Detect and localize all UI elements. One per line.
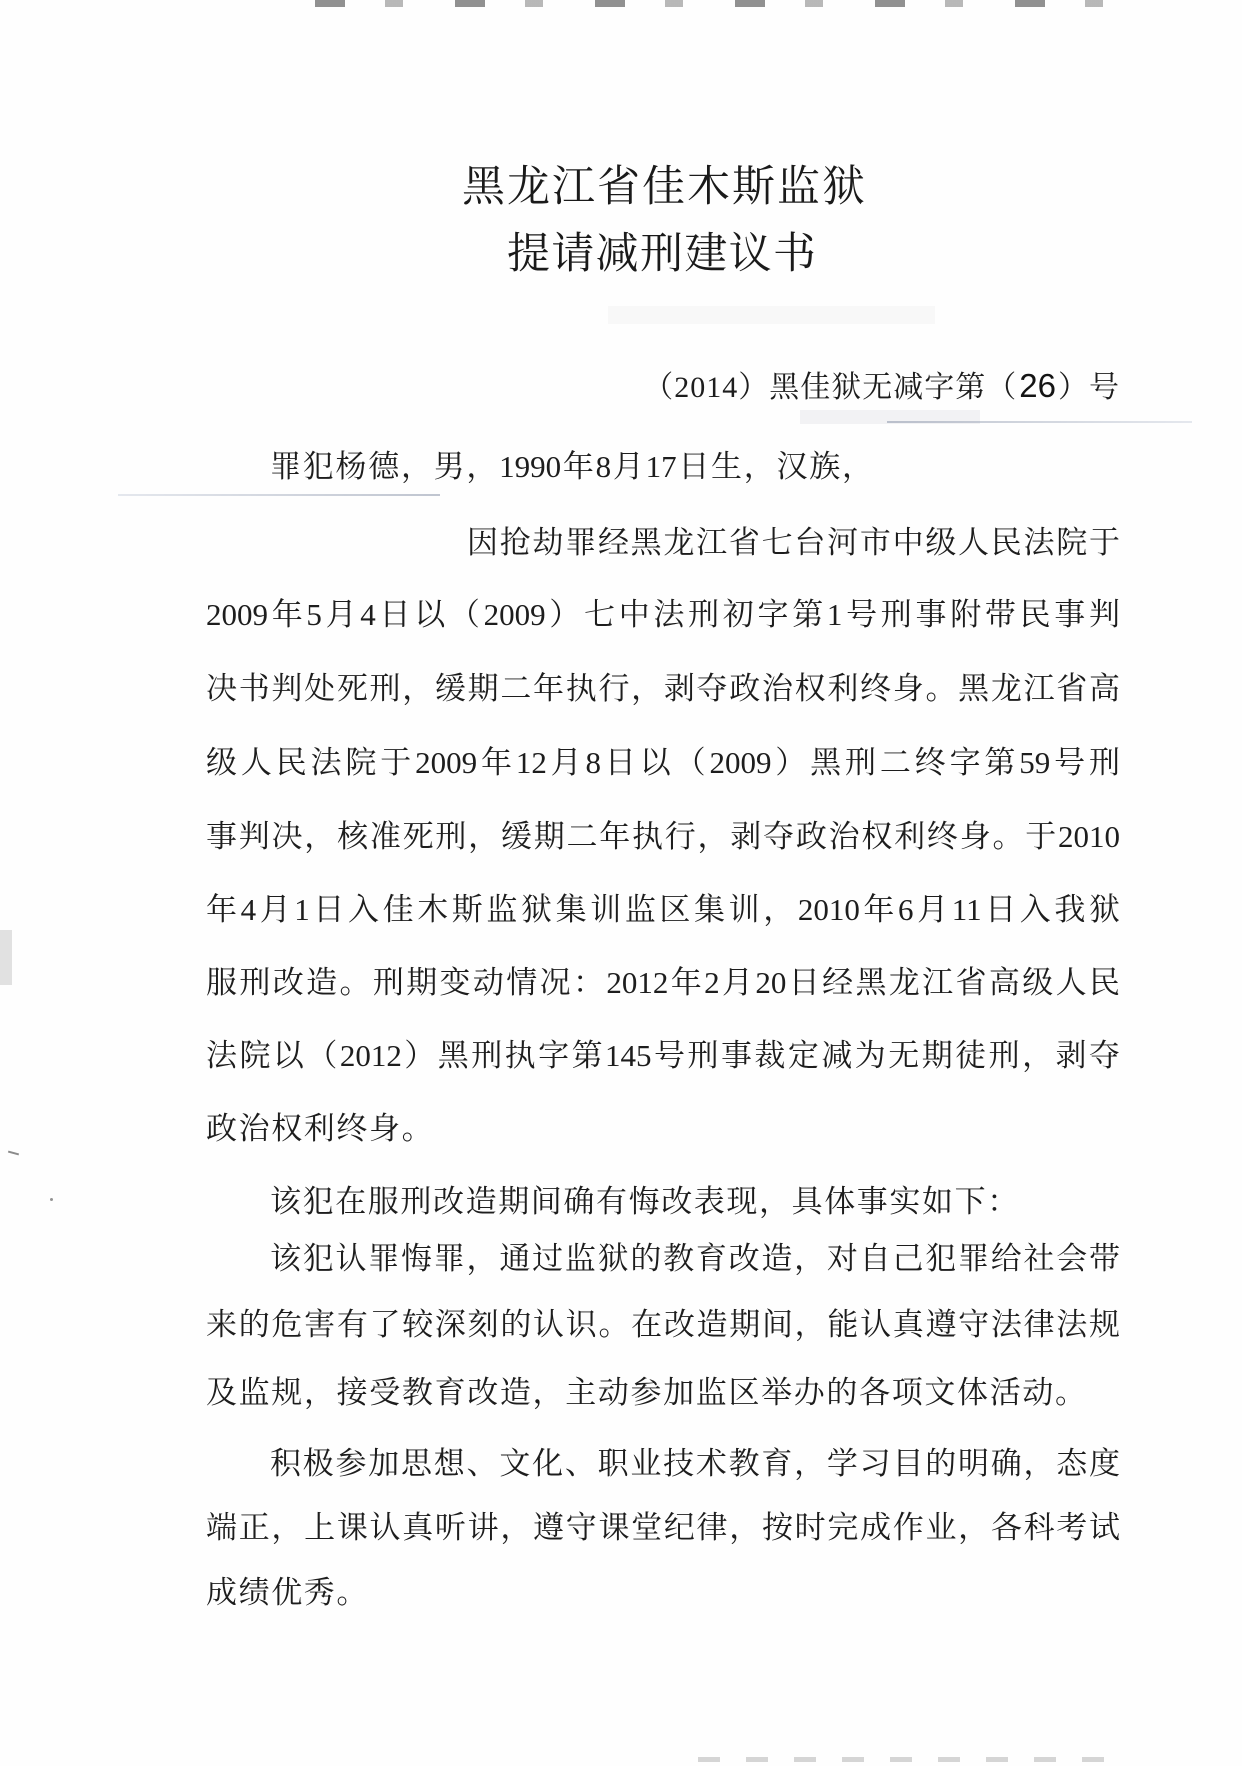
scan-edge-smudge [0, 930, 12, 985]
document-number-prefix: （2014）黑佳狱无减字第（ [643, 371, 1018, 404]
redaction-edge-line [118, 494, 440, 496]
document-number-suffix: ）号 [1058, 371, 1120, 404]
body-line: 及监规，接受教育改造，主动参加监区举办的各项文体活动。 [206, 1375, 1086, 1410]
body-line: 该犯认罪悔罪，通过监狱的教育改造，对自己犯罪给社会带 [270, 1241, 1120, 1276]
document-title-type: 提请减刑建议书 [507, 231, 816, 278]
body-line: 罪犯杨德，男，1990年8月17日生，汉族， [270, 449, 873, 484]
scan-speck [50, 1198, 53, 1201]
scan-smudge [608, 306, 935, 324]
body-line: 政治权利终身。 [206, 1111, 435, 1146]
redaction-edge-line [887, 421, 1192, 423]
body-line: 级人民法院于2009年12月8日以（2009）黑刑二终字第59号刑 [206, 745, 1120, 780]
body-line: 因抢劫罪经黑龙江省七台河市中级人民法院于 [467, 525, 1120, 560]
body-line: 决书判处死刑，缓期二年执行，剥夺政治权利终身。黑龙江省高 [206, 671, 1120, 706]
body-line: 法院以（2012）黑刑执字第145号刑事裁定减为无期徒刑，剥夺 [206, 1038, 1120, 1073]
body-line: 该犯在服刑改造期间确有悔改表现，具体事实如下： [270, 1184, 1020, 1219]
body-line: 积极参加思想、文化、职业技术教育，学习目的明确，态度 [270, 1446, 1120, 1481]
document-number [643, 366, 1120, 408]
body-line: 端正，上课认真听讲，遵守课堂纪律，按时完成作业，各科考试 [206, 1510, 1120, 1545]
body-line: 2009年5月4日以（2009）七中法刑初字第1号刑事附带民事判 [206, 597, 1120, 632]
body-line: 年4月1日入佳木斯监狱集训监区集训，2010年6月11日入我狱 [206, 892, 1120, 927]
scan-edge-artifact [315, 0, 1126, 7]
body-line: 成绩优秀。 [206, 1575, 369, 1610]
body-line: 事判决，核准死刑，缓期二年执行，剥夺政治权利终身。于2010 [206, 819, 1120, 854]
document-number-value: 26 [1019, 367, 1056, 404]
document-title-org: 黑龙江省佳木斯监狱 [462, 164, 865, 211]
body-line: 服刑改造。刑期变动情况：2012年2月20日经黑龙江省高级人民 [206, 965, 1120, 1000]
redaction-patch [800, 410, 980, 424]
body-line: 来的危害有了较深刻的认识。在改造期间，能认真遵守法律法规 [206, 1307, 1120, 1342]
scan-edge-artifact [698, 1757, 1126, 1762]
scan-speck [8, 1151, 19, 1156]
